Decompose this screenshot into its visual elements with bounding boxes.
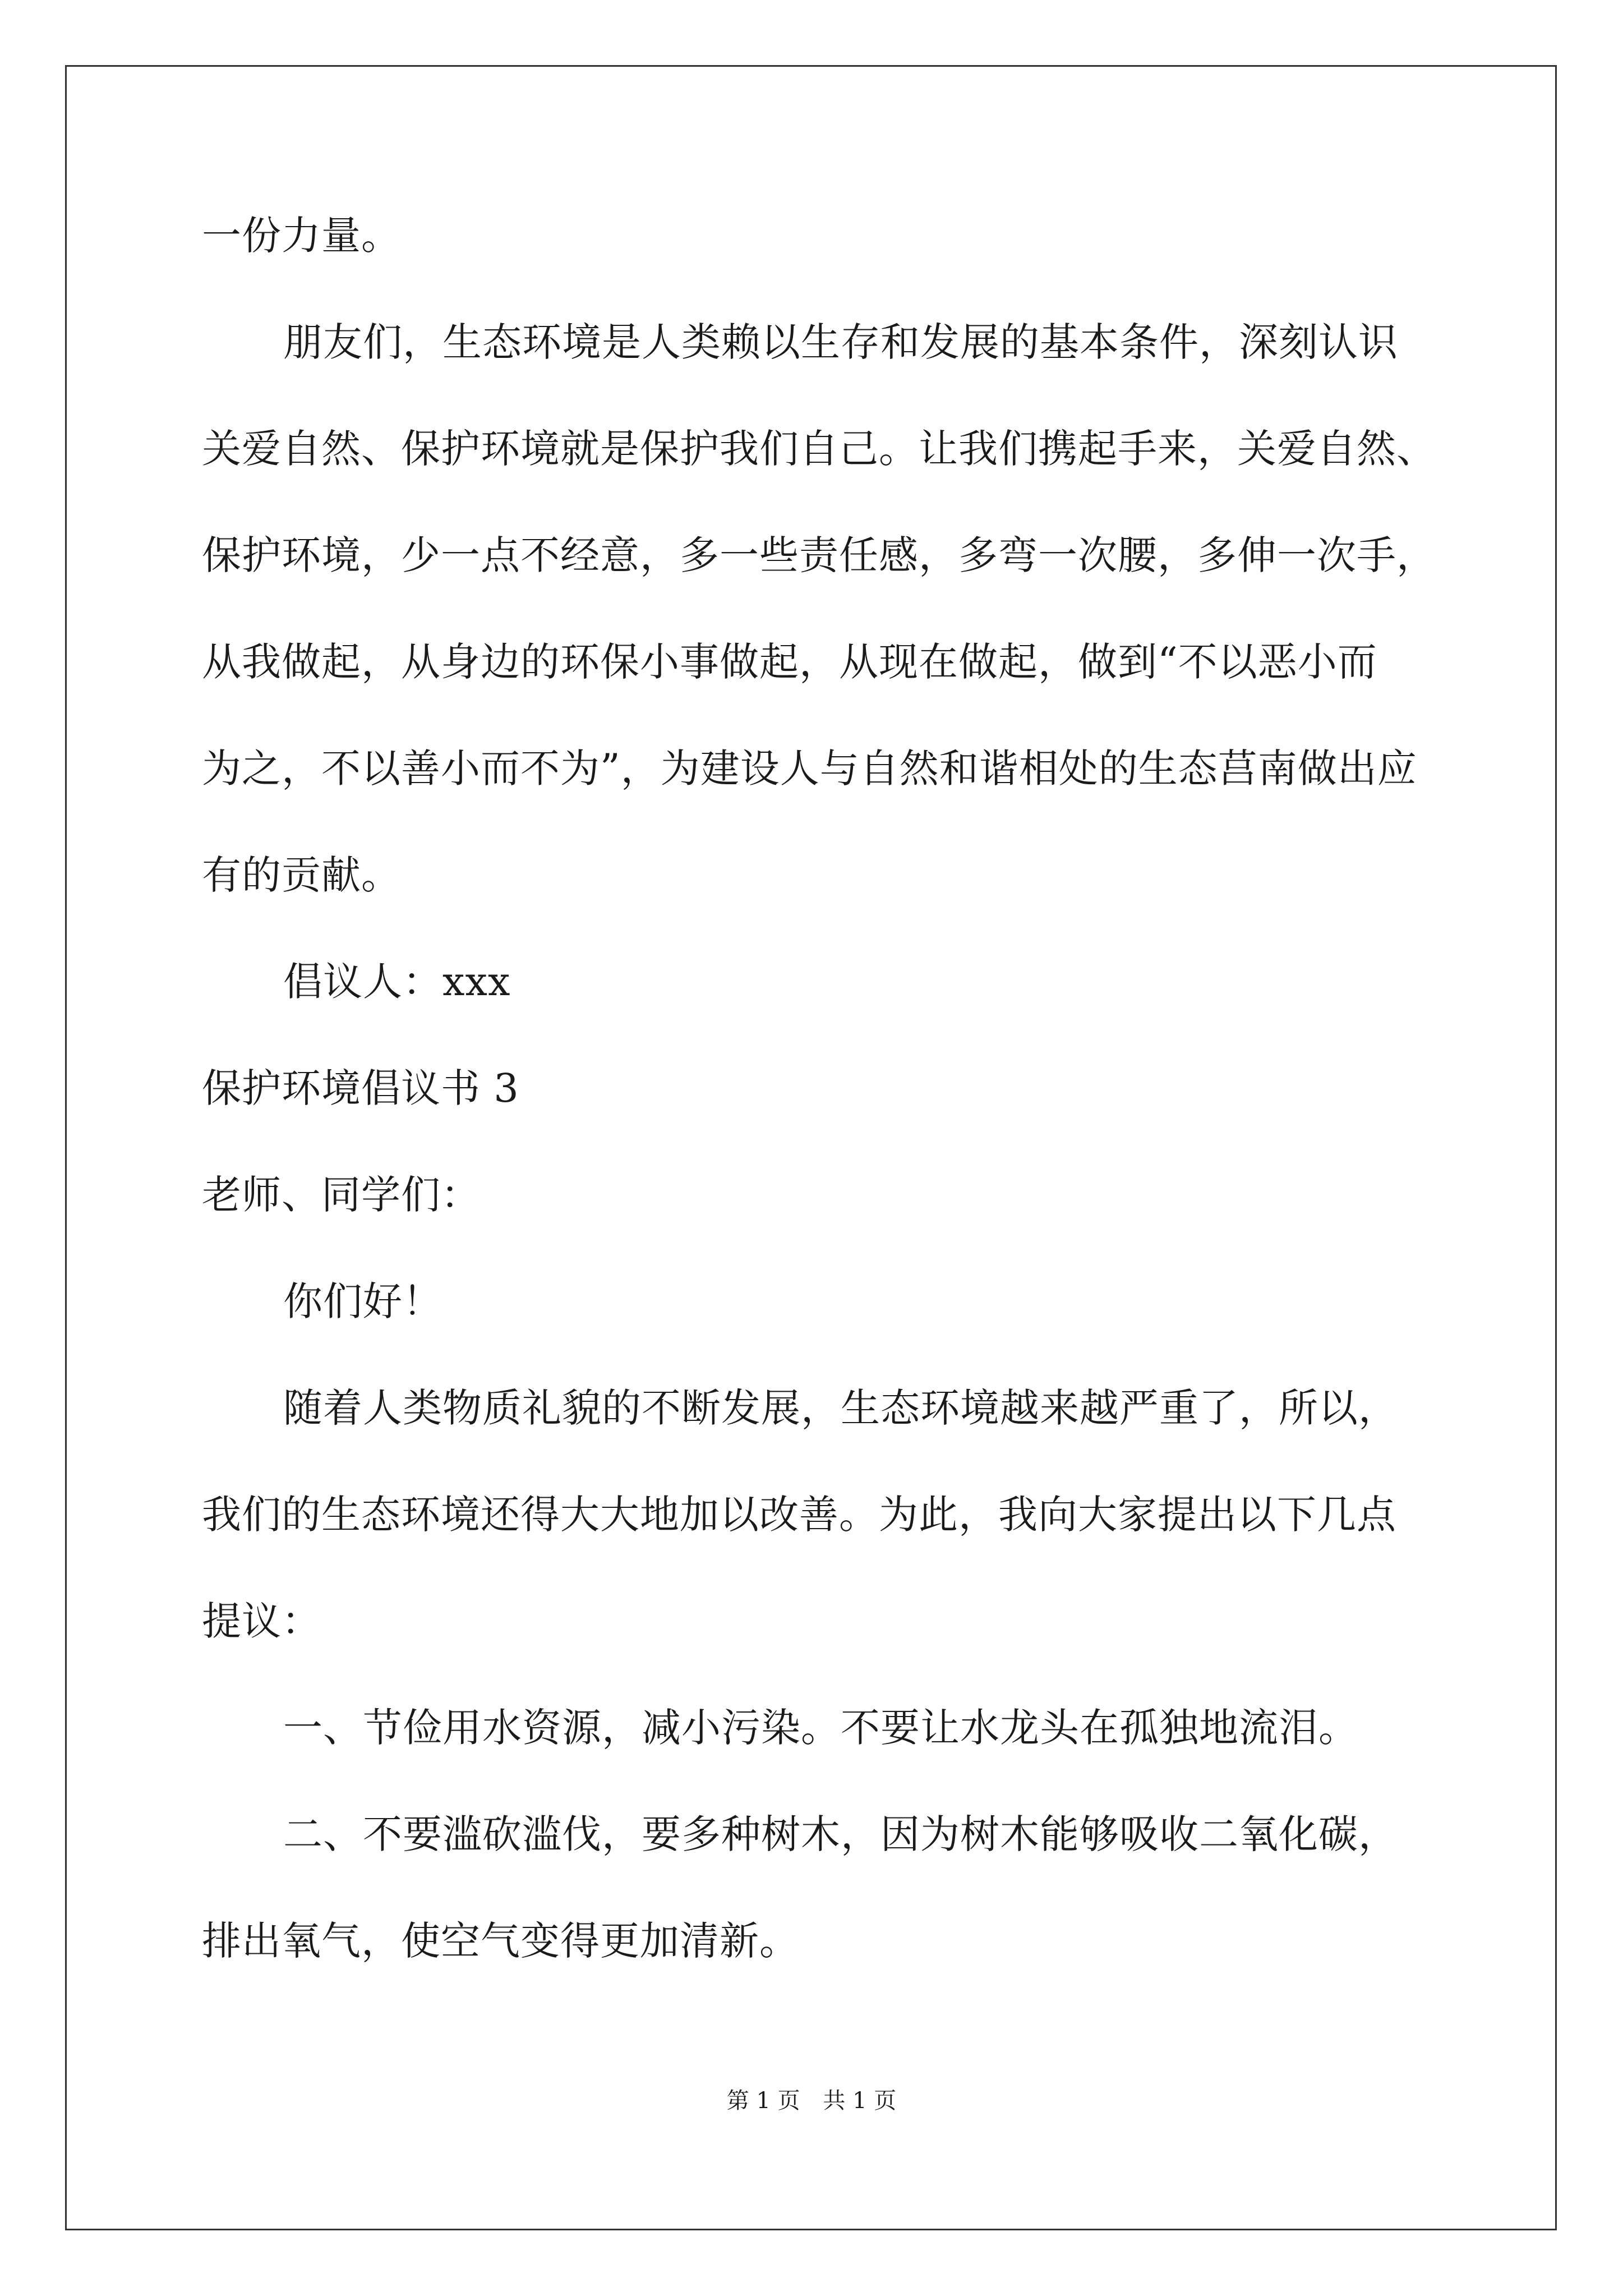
page-frame: [65, 65, 1557, 2230]
text-line-3: 关爱自然、保护环境就是保护我们自己。让我们携起手来，关爱自然、: [202, 426, 1436, 472]
text-line-17: 排出氧气，使空气变得更加清新。: [202, 1918, 799, 1964]
text-line-12: 随着人类物质礼貌的不断发展，生态环境越来越严重了，所以，: [283, 1385, 1398, 1431]
text-line-5: 从我做起，从身边的环保小事做起，从现在做起，做到“不以恶小而: [202, 639, 1377, 685]
text-line-2: 朋友们，生态环境是人类赖以生存和发展的基本条件，深刻认识: [283, 319, 1398, 365]
proposal-item-2: 二、不要滥砍滥伐，要多种树木，因为树木能够吸收二氧化碳，: [283, 1811, 1398, 1857]
text-line-1: 一份力量。: [202, 213, 401, 259]
signature-line: 倡议人：xxx: [283, 959, 511, 1005]
text-line-4: 保护环境，少一点不经意，多一些责任感，多弯一次腰，多伸一次手，: [202, 532, 1436, 578]
greeting: 你们好！: [283, 1278, 442, 1324]
text-line-14: 提议：: [202, 1598, 321, 1644]
page-number-current: 第 1 页: [726, 2088, 800, 2114]
proposal-item-1: 一、节俭用水资源，减小污染。不要让水龙头在孤独地流泪。: [283, 1705, 1358, 1751]
page-number-total: 共 1 页: [823, 2088, 897, 2114]
text-line-13: 我们的生态环境还得大大地加以改善。为此，我向大家提出以下几点: [202, 1492, 1396, 1538]
page-footer: [0, 2087, 1623, 2115]
section-title: 保护环境倡议书 3: [202, 1065, 519, 1111]
text-line-7: 有的贡献。: [202, 852, 401, 898]
text-line-6: 为之，不以善小而不为”，为建设人与自然和谐相处的生态莒南做出应: [202, 746, 1417, 792]
salutation: 老师、同学们：: [202, 1172, 481, 1218]
